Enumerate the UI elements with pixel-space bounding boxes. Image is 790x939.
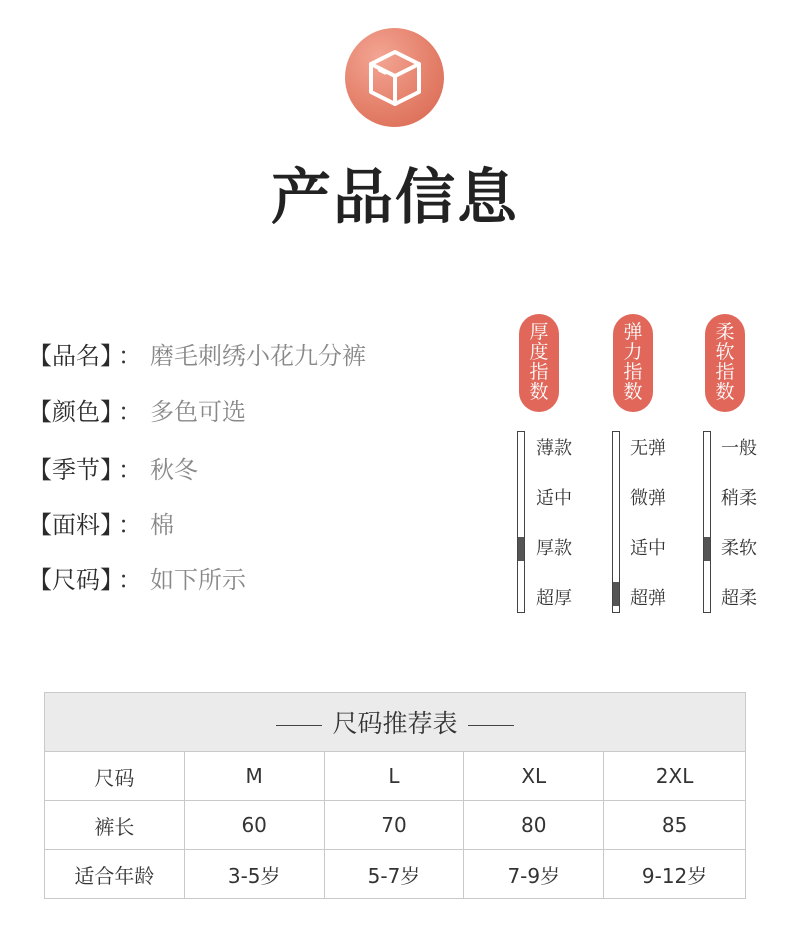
pill-char: 数	[623, 381, 643, 403]
indicator-fill	[518, 537, 524, 561]
level-label: 厚款	[536, 538, 572, 559]
table-cell: 尺码	[45, 752, 185, 801]
table-cell: 适合年龄	[45, 850, 185, 899]
info-row-name	[28, 336, 366, 371]
table-cell: 80	[464, 801, 604, 850]
table-cell: 85	[604, 801, 746, 850]
level-label: 稍柔	[721, 488, 757, 509]
info-label: 【面料】	[28, 511, 112, 539]
table-row	[45, 752, 746, 801]
info-row-season	[28, 450, 198, 485]
pill-char: 数	[529, 381, 549, 403]
info-value: 磨毛刺绣小花九分裤	[150, 342, 366, 370]
elasticity-indicator-bar	[612, 431, 620, 613]
info-value: 秋冬	[150, 456, 198, 484]
info-colon: ：	[118, 456, 142, 484]
table-cell: 9-12岁	[604, 850, 746, 899]
pill-char: 弹	[623, 321, 643, 343]
pill-char: 柔	[715, 321, 735, 343]
table-cell: L	[324, 752, 464, 801]
box-icon	[367, 48, 423, 108]
info-label: 【颜色】	[28, 398, 112, 426]
pill-char: 力	[623, 341, 643, 363]
pill-char: 软	[715, 341, 735, 363]
table-cell: M	[184, 752, 324, 801]
table-cell: 3-5岁	[184, 850, 324, 899]
page-title: 产品信息	[271, 163, 519, 233]
table-cell: 裤长	[45, 801, 185, 850]
table-title	[45, 693, 746, 752]
info-label: 【尺码】	[28, 566, 112, 594]
table-cell: 5-7岁	[324, 850, 464, 899]
info-colon: ：	[118, 511, 142, 539]
info-row-size	[28, 560, 246, 595]
product-info-logo	[345, 28, 444, 127]
indicator-fill	[704, 537, 710, 561]
info-colon: ：	[118, 342, 142, 370]
table-row	[45, 850, 746, 899]
info-value: 棉	[150, 511, 174, 539]
level-label: 超柔	[721, 588, 757, 609]
level-label: 适中	[630, 538, 666, 559]
info-value: 多色可选	[150, 398, 246, 426]
level-label: 适中	[536, 488, 572, 509]
thickness-index-pill	[519, 314, 559, 412]
info-row-fabric	[28, 505, 174, 540]
table-header-row	[45, 693, 746, 752]
elasticity-index-pill	[613, 314, 653, 412]
table-title-text: 尺码推荐表	[332, 709, 458, 738]
pill-char: 指	[623, 361, 643, 383]
level-label: 薄款	[536, 438, 572, 459]
level-label: 超弹	[630, 588, 666, 609]
table-cell: 7-9岁	[464, 850, 604, 899]
info-value: 如下所示	[150, 566, 246, 594]
pill-char: 数	[715, 381, 735, 403]
info-colon: ：	[118, 398, 142, 426]
table-cell: XL	[464, 752, 604, 801]
table-row	[45, 801, 746, 850]
pill-char: 指	[529, 361, 549, 383]
thickness-indicator-bar	[517, 431, 525, 613]
level-label: 微弹	[630, 488, 666, 509]
softness-index-pill	[705, 314, 745, 412]
title-dash	[468, 725, 514, 726]
level-label: 无弹	[630, 438, 666, 459]
table-cell: 2XL	[604, 752, 746, 801]
indicator-fill	[613, 582, 619, 606]
softness-indicator-bar	[703, 431, 711, 613]
info-colon: ：	[118, 566, 142, 594]
pill-char: 指	[715, 361, 735, 383]
pill-char: 厚	[529, 321, 549, 343]
info-row-color	[28, 392, 246, 427]
level-label: 柔软	[721, 538, 757, 559]
level-label: 一般	[721, 438, 757, 459]
table-cell: 70	[324, 801, 464, 850]
size-recommendation-table	[44, 692, 746, 899]
info-label: 【品名】	[28, 342, 112, 370]
info-label: 【季节】	[28, 456, 112, 484]
pill-char: 度	[529, 341, 549, 363]
table-cell: 60	[184, 801, 324, 850]
title-dash	[276, 725, 322, 726]
level-label: 超厚	[536, 588, 572, 609]
